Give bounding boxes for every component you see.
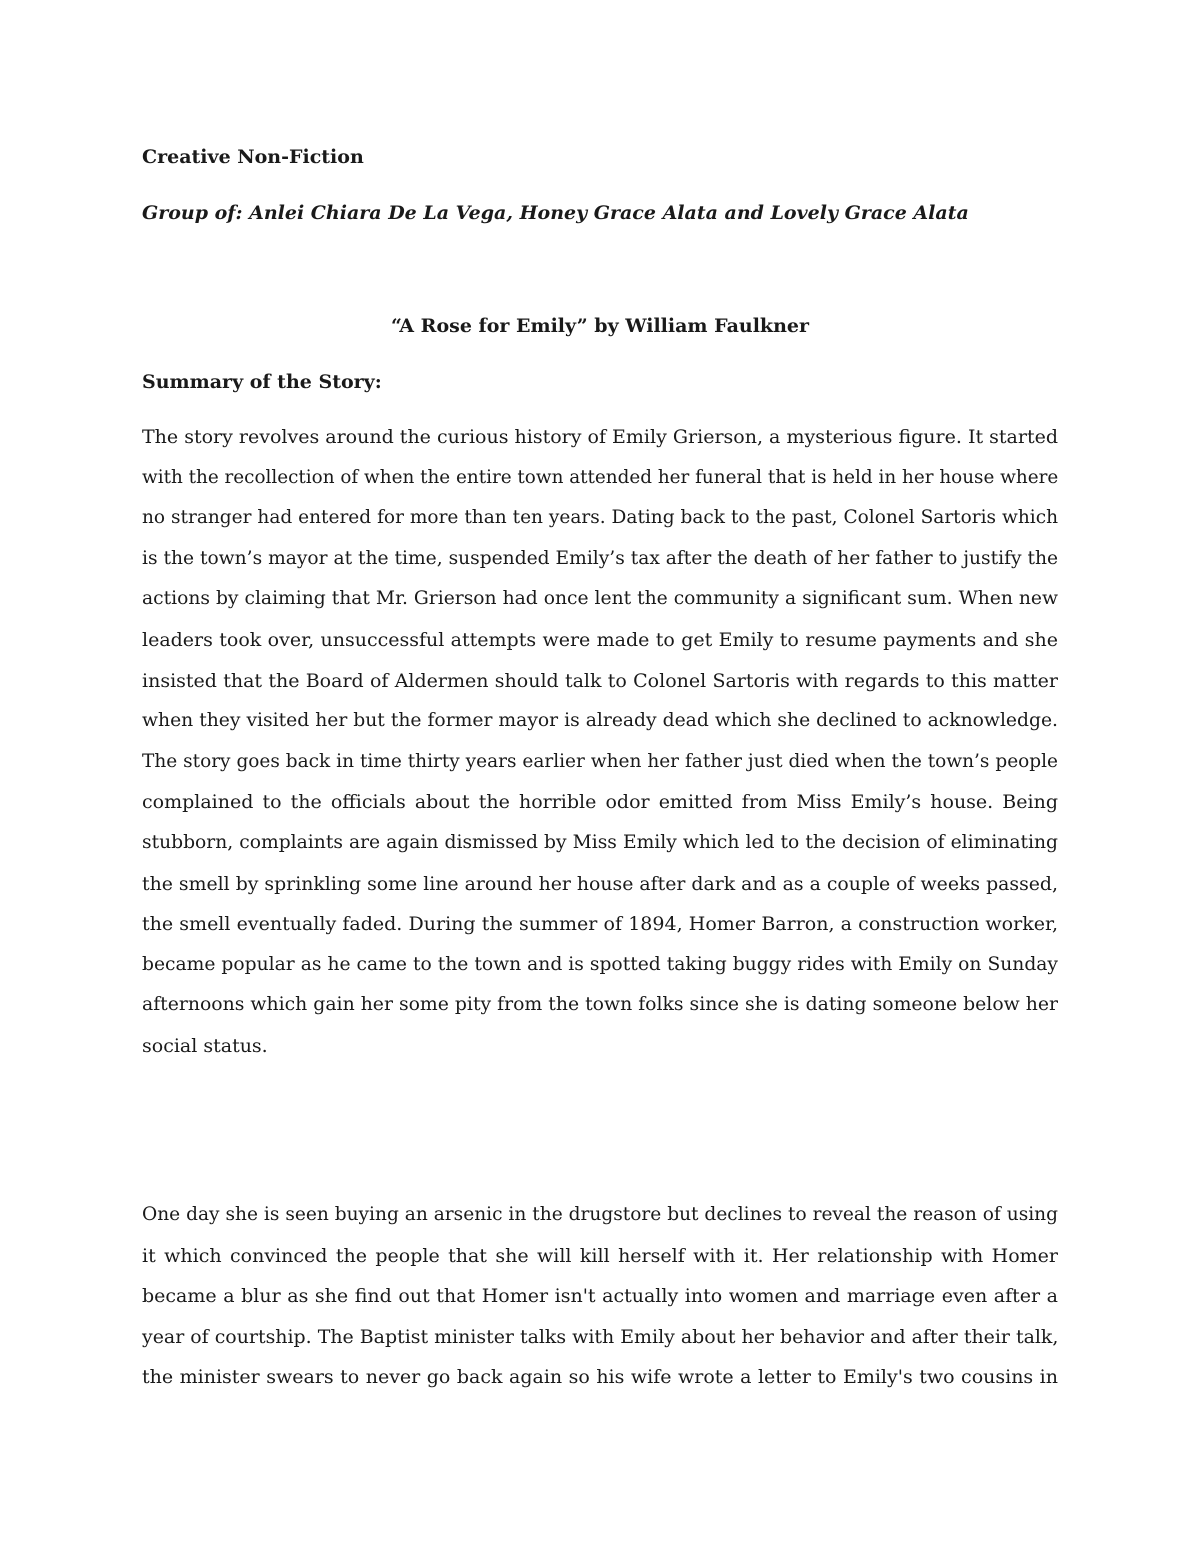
paragraph-line: The story goes back in time thirty years earlier when her father just died when the town’s people	[142, 750, 1058, 772]
paragraph-line: the smell eventually faded. During the summer of 1894, Homer Barron, a construction worker,	[142, 913, 1058, 936]
paragraph-line: is the town’s mayor at the time, suspended Emily’s tax after the death of her father to justify the	[142, 547, 1058, 569]
summary-paragraph-1	[142, 417, 1058, 1067]
paragraph-line: with the recollection of when the entire town attended her funeral that is held in her house where	[142, 466, 1059, 488]
paragraph-line: stubborn, complaints are again dismissed by Miss Emily which led to the decision of eliminating	[142, 831, 1058, 853]
paragraph-line: it which convinced the people that she will kill herself with it. Her relationship with Homer	[142, 1244, 1058, 1267]
story-title: “A Rose for Emily” by William Faulkner	[390, 315, 810, 337]
paragraph-line: became a blur as she find out that Homer isn't actually into women and marriage even after a	[142, 1285, 1058, 1308]
paragraph-line: complained to the officials about the horrible odor emitted from Miss Emily’s house. Being	[142, 791, 1058, 814]
summary-paragraph-2	[142, 1195, 1058, 1398]
paragraph-line: the smell by sprinkling some line around her house after dark and as a couple of weeks passed,	[142, 872, 1058, 895]
paragraph-line: social status.	[142, 1034, 268, 1057]
paragraph-line: became popular as he came to the town and is spotted taking buggy rides with Emily on Sunday	[142, 953, 1058, 975]
paragraph-line: afternoons which gain her some pity from the town folks since she is dating someone below her	[142, 994, 1058, 1016]
paragraph-line: leaders took over, unsuccessful attempts were made to get Emily to resume payments and she	[142, 628, 1058, 651]
section-heading: Summary of the Story:	[142, 371, 382, 393]
document-heading: Creative Non-Fiction	[142, 146, 364, 168]
paragraph-line: insisted that the Board of Aldermen should talk to Colonel Sartoris with regards to this matter	[142, 669, 1058, 692]
paragraph-line: no stranger had entered for more than ten years. Dating back to the past, Colonel Sartoris which	[142, 507, 1058, 529]
paragraph-line: the minister swears to never go back again so his wife wrote a letter to Emily's two cousins in	[142, 1366, 1058, 1389]
paragraph-line: actions by claiming that Mr. Grierson had once lent the community a significant sum. When new	[142, 588, 1058, 610]
paragraph-line: One day she is seen buying an arsenic in the drugstore but declines to reveal the reason of using	[142, 1204, 1058, 1225]
paragraph-line: The story revolves around the curious history of Emily Grierson, a mysterious figure. It started	[142, 426, 1058, 448]
paragraph-line: when they visited her but the former mayor is already dead which she declined to acknowledge.	[142, 710, 1058, 732]
group-members-line: Group of: Anlei Chiara De La Vega, Honey Grace Alata and Lovely Grace Alata	[142, 202, 969, 224]
paragraph-line: year of courtship. The Baptist minister talks with Emily about her behavior and after their talk,	[142, 1325, 1059, 1348]
